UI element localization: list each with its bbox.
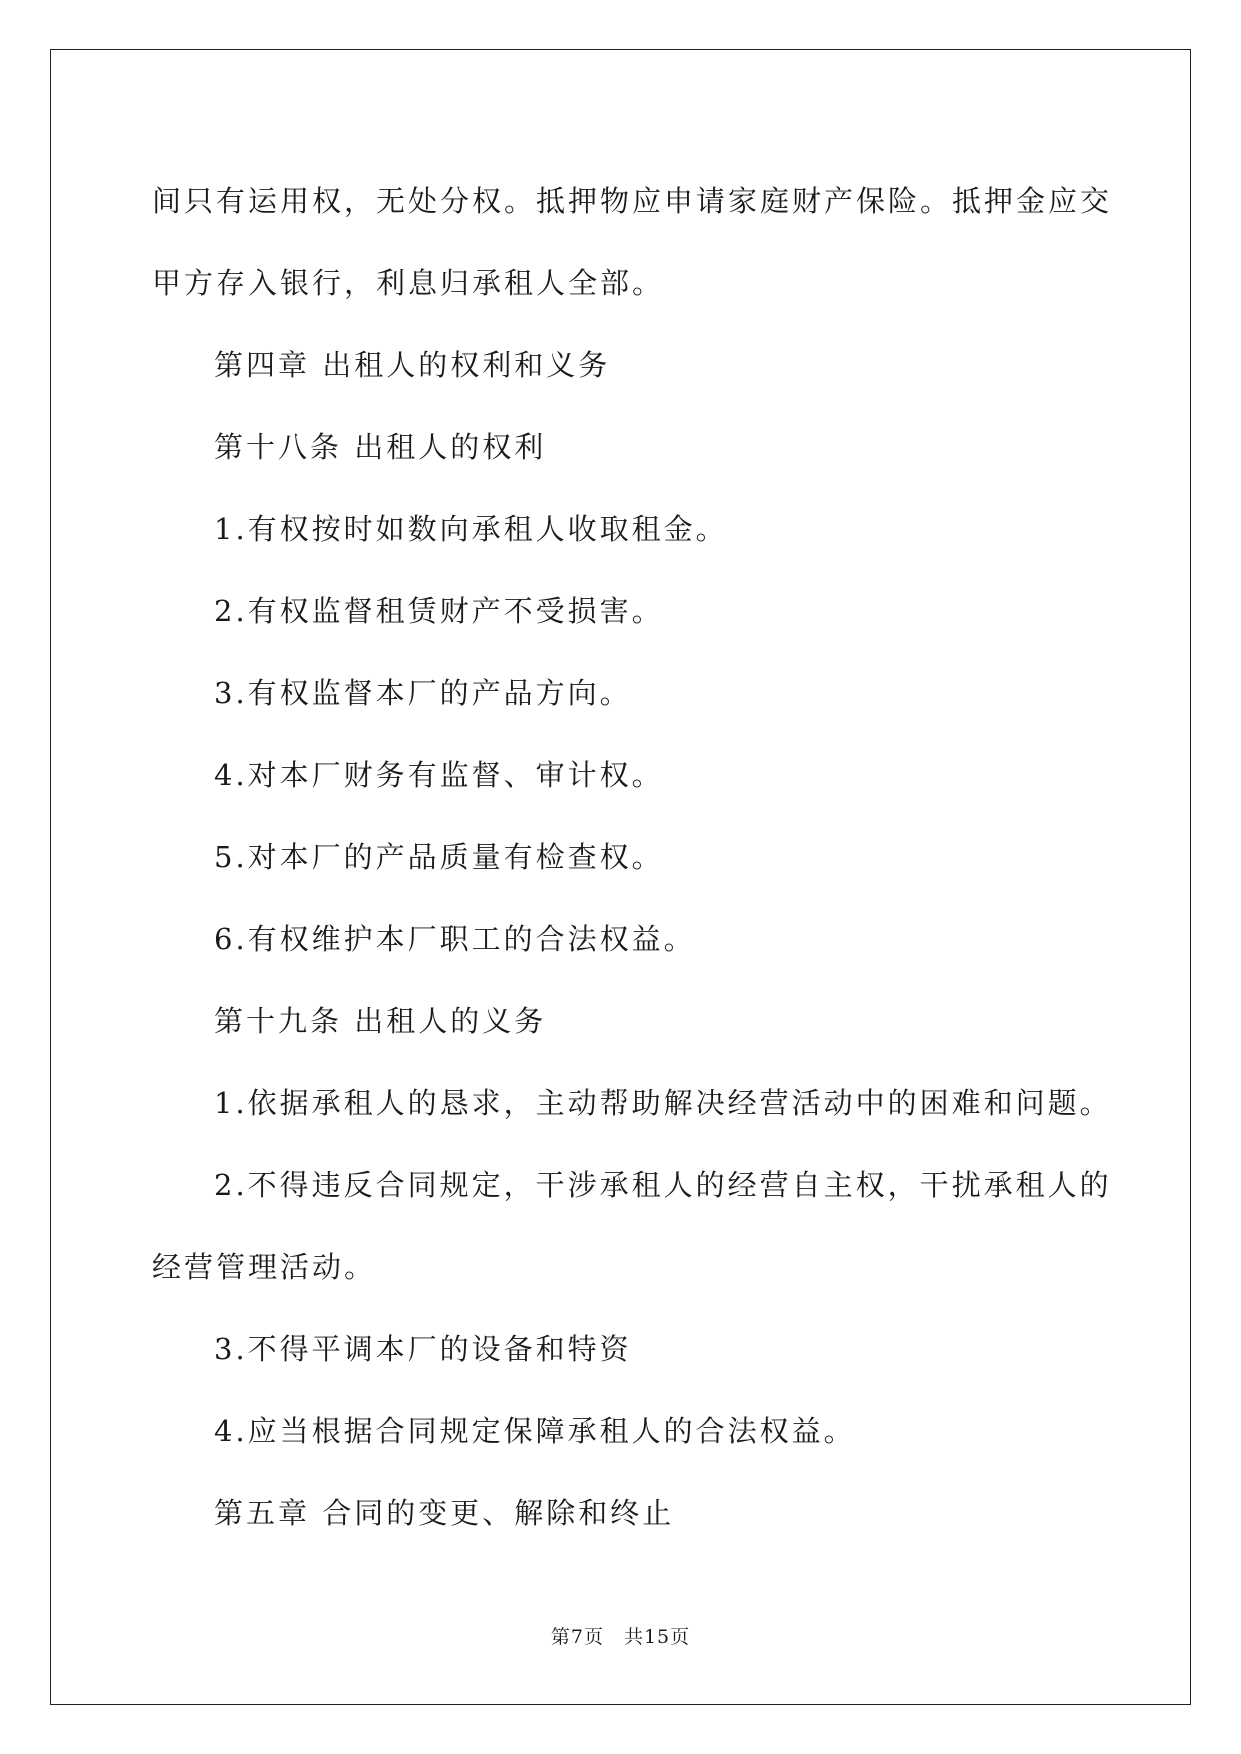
- page-number-footer: 第7页 共15页: [550, 1626, 691, 1648]
- text-line: 间只有运用权，无处分权。抵押物应申请家庭财产保险。抵押金应交: [152, 184, 1113, 218]
- list-item: 4.应当根据合同规定保障承租人的合法权益。: [214, 1414, 856, 1448]
- chapter-heading: 第四章 出租人的权利和义务: [214, 348, 611, 382]
- list-item: 2.不得违反合同规定，干涉承租人的经营自主权，干扰承租人的: [214, 1168, 1112, 1202]
- list-item: 4.对本厂财务有监督、审计权。: [214, 758, 664, 792]
- list-item: 1.依据承租人的恳求，主动帮助解决经营活动中的困难和问题。: [214, 1086, 1112, 1120]
- text-line: 经营管理活动。: [152, 1250, 377, 1284]
- list-item: 1.有权按时如数向承租人收取租金。: [214, 512, 728, 546]
- list-item: 6.有权维护本厂职工的合法权益。: [214, 922, 696, 956]
- document-body: [152, 160, 1113, 1554]
- list-item: 5.对本厂的产品质量有检查权。: [214, 840, 664, 874]
- text-line: 甲方存入银行，利息归承租人全部。: [152, 266, 665, 300]
- list-item: 3.不得平调本厂的设备和特资: [214, 1332, 632, 1366]
- article-heading: 第十八条 出租人的权利: [214, 430, 547, 464]
- list-item: 3.有权监督本厂的产品方向。: [214, 676, 632, 710]
- list-item: 2.有权监督租赁财产不受损害。: [214, 594, 664, 628]
- chapter-heading: 第五章 合同的变更、解除和终止: [214, 1496, 675, 1530]
- article-heading: 第十九条 出租人的义务: [214, 1004, 547, 1038]
